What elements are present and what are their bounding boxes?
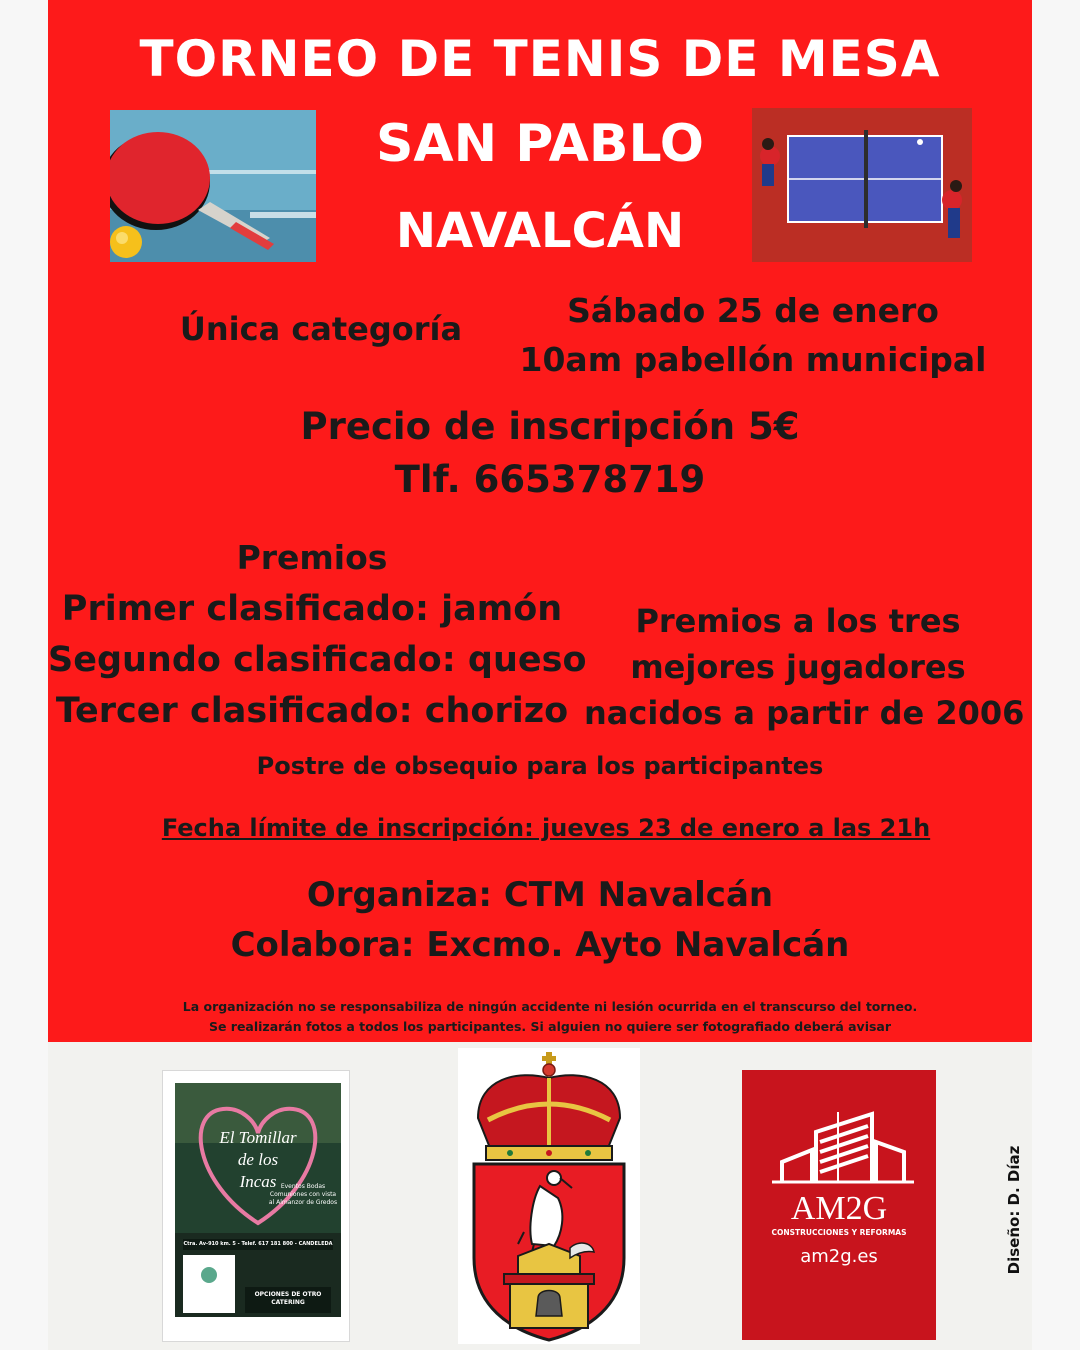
youth-prizes-line: nacidos a partir de 2006 <box>584 694 1025 732</box>
event-time-venue: 10am pabellón municipal <box>519 340 987 379</box>
left-margin <box>0 0 48 1350</box>
prizes-list <box>48 584 587 737</box>
category-text: Única categoría <box>179 310 463 348</box>
collaborator: Colabora: Excmo. Ayto Navalcán <box>230 925 850 965</box>
poster-subtitle: SAN PABLO <box>375 114 705 174</box>
registration-block <box>148 400 952 506</box>
tomillar-sponsor-ad <box>162 1070 350 1342</box>
table-tennis-match-photo <box>752 108 972 262</box>
youth-prizes <box>584 598 1025 736</box>
registration-deadline: Fecha límite de inscripción: jueves 23 de enero a las 21h <box>161 814 931 842</box>
tomillar-name-line: El Tomillar <box>219 1128 297 1147</box>
tomillar-name-line: Incas <box>239 1172 277 1191</box>
am2g-sponsor-logo <box>742 1070 936 1340</box>
youth-prizes-line: mejores jugadores <box>630 648 966 686</box>
poster-title: TORNEO DE TENIS DE MESA <box>139 30 941 88</box>
tournament-poster <box>48 0 1032 1042</box>
right-margin <box>1032 0 1080 1350</box>
contact-phone: Tlf. 665378719 <box>394 458 706 501</box>
tomillar-catering: OPCIONES DE OTRO CATERING <box>254 1291 322 1306</box>
organizer: Organiza: CTM Navalcán <box>306 875 774 915</box>
prize-first: Primer clasificado: jamón <box>61 589 563 629</box>
sponsors-strip <box>48 1042 1032 1350</box>
disclaimer-line: La organización no se responsabiliza de ningún accidente ni lesión ocurrida en el transcurso del torneo. <box>182 999 918 1014</box>
legal-disclaimer <box>108 997 992 1037</box>
design-credit <box>1000 1140 1028 1280</box>
tomillar-services: Eventos Bodas Comuniones con vista al Almanzor de Gredos <box>268 1183 338 1206</box>
am2g-name: AM2G <box>790 1190 888 1227</box>
tomillar-ad-image <box>175 1083 341 1317</box>
poster-location: NAVALCÁN <box>395 203 685 259</box>
dessert-note: Postre de obsequio para los participantes <box>256 752 824 780</box>
prize-third: Tercer clasificado: chorizo <box>55 691 569 731</box>
organizers-block <box>168 870 912 970</box>
am2g-subtitle: CONSTRUCCIONES Y REFORMAS <box>771 1228 907 1237</box>
navalcan-coat-of-arms <box>458 1048 640 1344</box>
am2g-website: am2g.es <box>800 1246 878 1267</box>
prizes-heading: Premios <box>236 538 388 577</box>
tomillar-address: Ctra. Av-910 km. 5 - Telef. 617 181 800 - CANDELEDA <box>183 1241 333 1247</box>
event-date: Sábado 25 de enero <box>567 291 939 330</box>
youth-prizes-line: Premios a los tres <box>635 602 961 640</box>
building-icon <box>742 1070 936 1190</box>
event-date-block <box>518 286 988 384</box>
disclaimer-line: Se realizarán fotos a todos los participantes. Si alguien no quiere ser fotografiado deberá avisar <box>208 1019 892 1034</box>
design-credit-text: Diseño: D. Díaz <box>1005 1145 1023 1275</box>
tomillar-name-line: de los <box>237 1150 279 1169</box>
registration-price: Precio de inscripción 5€ <box>300 405 800 448</box>
paddle-photo <box>110 110 316 262</box>
prize-second: Segundo clasificado: queso <box>48 640 587 680</box>
